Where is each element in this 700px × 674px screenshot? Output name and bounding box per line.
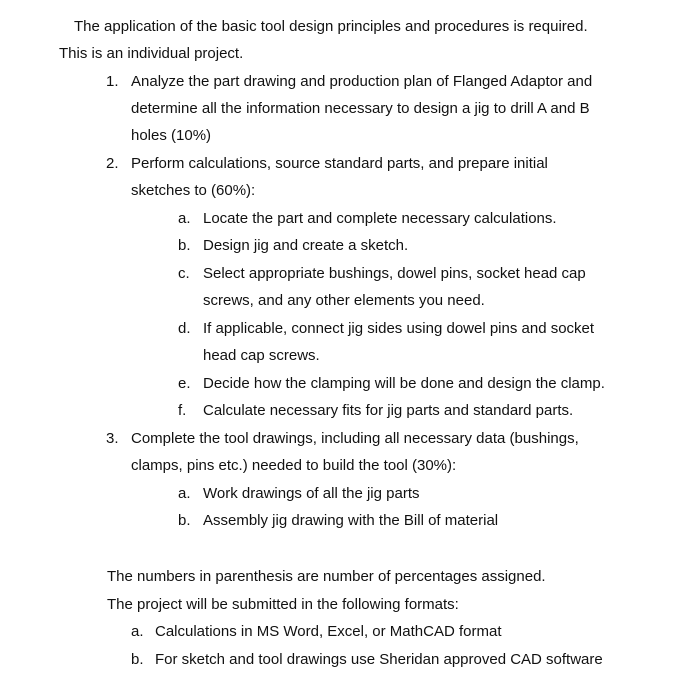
format-b-letter: b. bbox=[131, 651, 144, 668]
task-3-line-1: Complete the tool drawings, including all necessary data (bushings, bbox=[131, 430, 579, 447]
task-1-line-3: holes (10%) bbox=[131, 127, 212, 144]
task-1-line-1: Analyze the part drawing and production plan of Flanged Adaptor and bbox=[131, 73, 593, 90]
task-3a-text: Work drawings of all the jig parts bbox=[203, 485, 420, 502]
format-a-text: Calculations in MS Word, Excel, or MathCAD format bbox=[155, 623, 502, 640]
task-2f-letter: f. bbox=[178, 402, 187, 419]
intro-line-1: The application of the basic tool design principles and procedures is required. bbox=[74, 18, 588, 35]
task-2b-text: Design jig and create a sketch. bbox=[203, 237, 409, 254]
task-2f-text: Calculate necessary fits for jig parts and standard parts. bbox=[203, 402, 574, 419]
format-b-text: For sketch and tool drawings use Sheridan approved CAD software bbox=[155, 651, 603, 668]
task-2d-text-2: head cap screws. bbox=[203, 347, 320, 364]
task-1-line-2: determine all the information necessary to design a jig to drill A and B bbox=[131, 100, 590, 117]
task-3a-letter: a. bbox=[178, 485, 191, 502]
task-2a-text: Locate the part and complete necessary calculations. bbox=[203, 210, 557, 227]
task-2d-letter: d. bbox=[178, 320, 191, 337]
task-2-line-1: Perform calculations, source standard parts, and prepare initial bbox=[131, 155, 548, 172]
task-2d-text-1: If applicable, connect jig sides using dowel pins and socket bbox=[203, 320, 595, 337]
task-2-line-2: sketches to (60%): bbox=[131, 182, 256, 199]
task-2e-letter: e. bbox=[178, 375, 191, 392]
task-2a-letter: a. bbox=[178, 210, 191, 227]
task-3-line-2: clamps, pins etc.) needed to build the tool (30%): bbox=[131, 457, 457, 474]
task-2-number: 2. bbox=[106, 155, 119, 172]
intro-line-2: This is an individual project. bbox=[59, 45, 244, 62]
task-2c-text-1: Select appropriate bushings, dowel pins, socket head cap bbox=[203, 265, 586, 282]
task-2c-text-2: screws, and any other elements you need. bbox=[203, 292, 485, 309]
task-1-number: 1. bbox=[106, 73, 119, 90]
task-3-number: 3. bbox=[106, 430, 119, 447]
task-2c-letter: c. bbox=[178, 265, 190, 282]
task-3b-letter: b. bbox=[178, 512, 191, 529]
task-2b-letter: b. bbox=[178, 237, 191, 254]
notes-line-1: The numbers in parenthesis are number of percentages assigned. bbox=[107, 568, 546, 585]
format-a-letter: a. bbox=[131, 623, 144, 640]
task-2e-text: Decide how the clamping will be done and design the clamp. bbox=[203, 375, 605, 392]
notes-line-2: The project will be submitted in the following formats: bbox=[107, 596, 459, 613]
task-3b-text: Assembly jig drawing with the Bill of material bbox=[203, 512, 499, 529]
